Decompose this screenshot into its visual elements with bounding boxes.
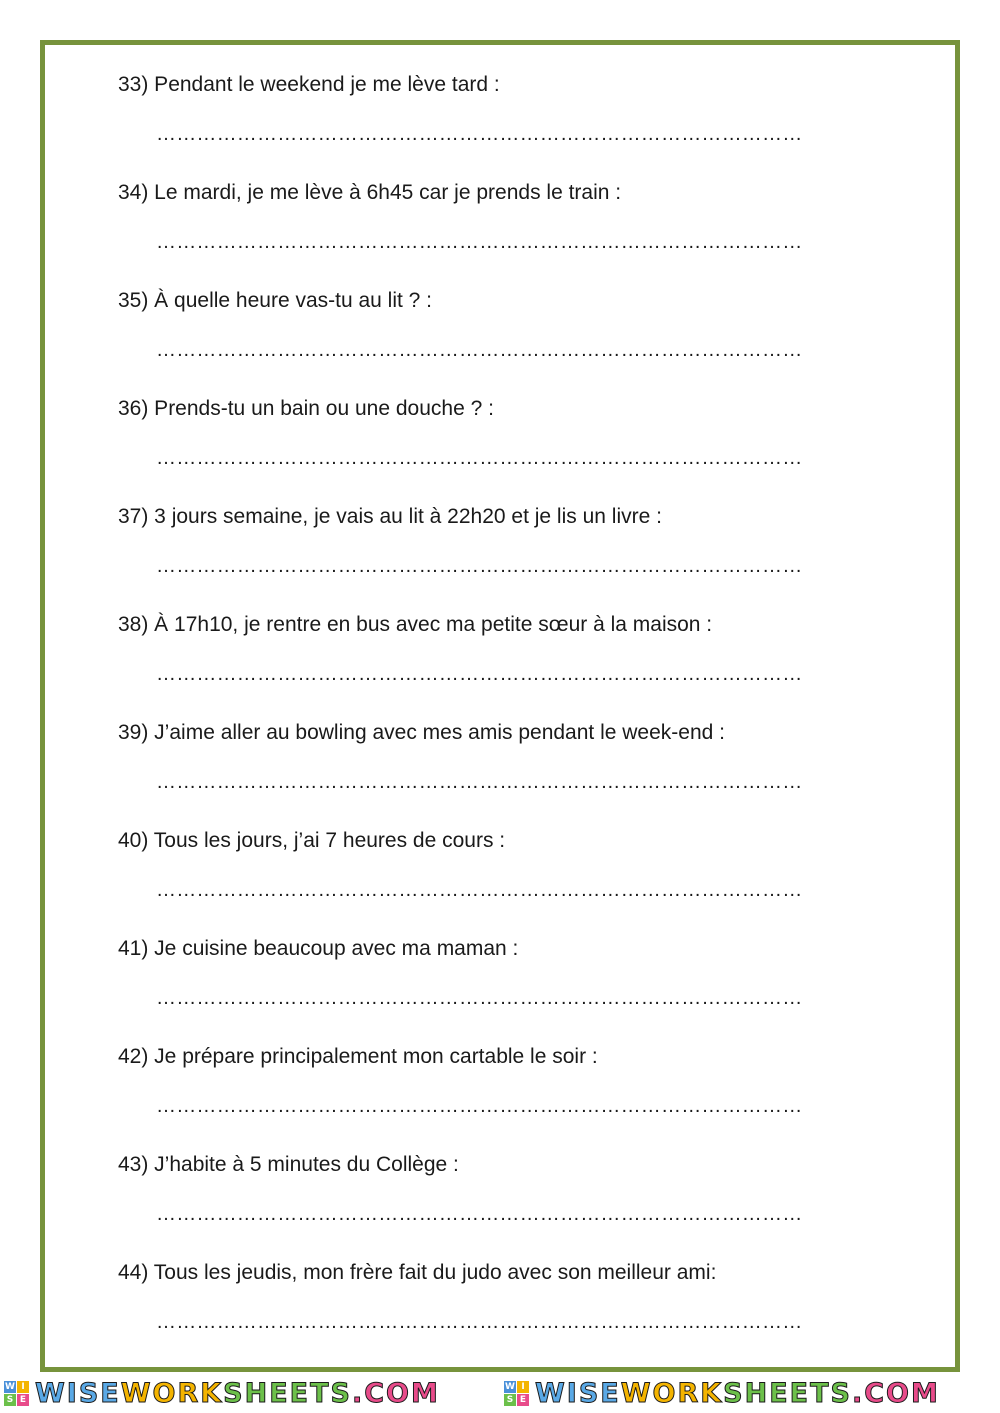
brand-part: WORK: [620, 1378, 724, 1409]
brand-left: [0, 1374, 500, 1413]
answer-line[interactable]: ……………………………………………………………………………………: [156, 340, 803, 360]
question-text: 40) Tous les jours, j’ai 7 heures de cours :: [118, 829, 506, 852]
wiseworksheets-logo-icon: [4, 1381, 29, 1406]
brand-part: WISE: [35, 1378, 121, 1409]
question-text: 42) Je prépare principalement mon cartable le soir :: [118, 1045, 598, 1068]
question-text: 41) Je cuisine beaucoup avec ma maman :: [118, 937, 519, 960]
answer-line[interactable]: ……………………………………………………………………………………: [156, 988, 803, 1008]
wiseworksheets-logo-icon: [504, 1381, 529, 1406]
answer-line[interactable]: ……………………………………………………………………………………: [156, 880, 803, 900]
question-text: 34) Le mardi, je me lève à 6h45 car je prends le train :: [118, 181, 622, 204]
answer-line[interactable]: ……………………………………………………………………………………: [156, 1312, 803, 1332]
logo-tile: E: [17, 1394, 29, 1406]
brand-part: WISE: [535, 1378, 621, 1409]
logo-tile: S: [504, 1394, 516, 1406]
answer-line[interactable]: ……………………………………………………………………………………: [156, 772, 803, 792]
answer-line[interactable]: ……………………………………………………………………………………: [156, 1204, 803, 1224]
question-text: 37) 3 jours semaine, je vais au lit à 22h20 et je lis un livre :: [118, 505, 662, 528]
question-text: 36) Prends-tu un bain ou une douche ? :: [118, 397, 494, 420]
question-text: 35) À quelle heure vas-tu au lit ? :: [118, 289, 433, 312]
brand-part: SHEETS: [723, 1378, 852, 1409]
brand-part: .COM: [351, 1378, 440, 1409]
logo-tile: I: [17, 1381, 29, 1393]
brand-text: [535, 1378, 940, 1409]
brand-part: WORK: [120, 1378, 224, 1409]
logo-tile: S: [4, 1394, 16, 1406]
question-text: 39) J’aime aller au bowling avec mes amis pendant le week-end :: [118, 721, 725, 744]
logo-tile: W: [5, 1382, 15, 1392]
answer-line[interactable]: ……………………………………………………………………………………: [156, 232, 803, 252]
question-text: 44) Tous les jeudis, mon frère fait du judo avec son meilleur ami:: [118, 1261, 717, 1284]
brand-part: .COM: [851, 1378, 940, 1409]
brand-text: [35, 1378, 440, 1409]
logo-tile: I: [517, 1381, 529, 1393]
answer-line[interactable]: ……………………………………………………………………………………: [156, 124, 803, 144]
question-text: 33) Pendant le weekend je me lève tard :: [118, 73, 500, 96]
logo-tile: E: [517, 1394, 529, 1406]
question-text: 38) À 17h10, je rentre en bus avec ma petite sœur à la maison :: [118, 613, 713, 636]
brand-part: SHEETS: [223, 1378, 352, 1409]
answer-line[interactable]: ……………………………………………………………………………………: [156, 1096, 803, 1116]
answer-line[interactable]: ……………………………………………………………………………………: [156, 448, 803, 468]
brand-right: [500, 1374, 1000, 1413]
answer-line[interactable]: ……………………………………………………………………………………: [156, 556, 803, 576]
footer-watermark: [0, 1374, 1000, 1413]
question-text: 43) J’habite à 5 minutes du Collège :: [118, 1153, 459, 1176]
answer-line[interactable]: ……………………………………………………………………………………: [156, 664, 803, 684]
logo-tile: W: [505, 1382, 515, 1392]
